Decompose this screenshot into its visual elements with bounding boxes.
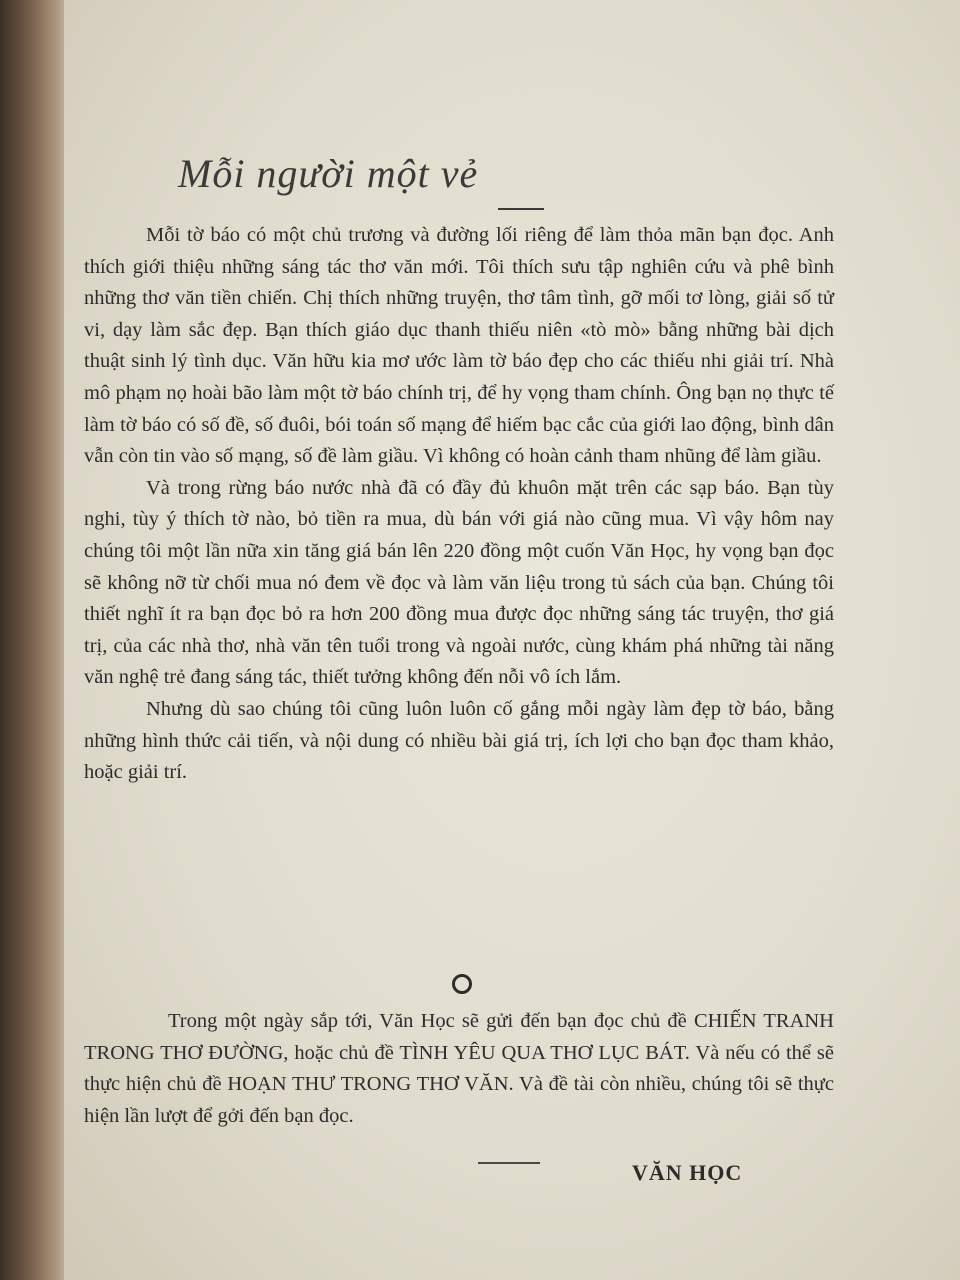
paragraph: Nhưng dù sao chúng tôi cũng luôn luôn cố gắng mỗi ngày làm đẹp tờ báo, bằng những hình thức cải tiến, và nội dung có nhiều bài giá trị, ích lợi cho bạn đọc tham khảo, hoặc giải trí. xyxy=(84,697,834,784)
announcement-paragraph: Trong một ngày sắp tới, Văn Học sẽ gửi đến bạn đọc chủ đề CHIẾN TRANH TRONG THƠ ĐƯỜNG, hoặc chủ đề TÌNH YÊU QUA THƠ LỤC BÁT. Và nếu có thể sẽ thực hiện chủ đề HOẠN THƯ TRONG THƠ VĂN. Và đề tài còn nhiều, chúng tôi sẽ thực hiện lần lượt để gởi đến bạn đọc. xyxy=(84,1010,834,1127)
paragraph: Mỗi tờ báo có một chủ trương và đường lối riêng để làm thỏa mãn bạn đọc. Anh thích giới thiệu những sáng tác thơ văn mới. Tôi thích sưu tập nghiên cứu và phê bình những thơ văn tiền chiến. Chị thích những truyện, thơ tâm tình, gỡ mối tơ lòng, giải số tử vi, dạy làm sắc đẹp. Bạn thích giáo dục thanh thiếu niên «tò mò» bằng những bài dịch thuật sinh lý tình dục. Văn hữu kia mơ ước làm tờ báo đẹp cho các thiếu nhi giải trí. Nhà mô phạm nọ hoài bão làm một tờ báo chính trị, để hy vọng tham chính. Ông bạn nọ thực tế làm tờ báo có số đề, số đuôi, bói toán số mạng để hiếm bạc cắc của giới lao động, bình dân vẫn còn tin vào số mạng, số đề làm giầu. Vì không có hoàn cảnh tham nhũng để làm giầu. xyxy=(84,224,834,468)
section-separator-circle xyxy=(452,974,472,994)
article-body xyxy=(84,220,834,789)
article-title: Mỗi người một vẻ xyxy=(178,151,479,196)
signature: VĂN HỌC xyxy=(632,1160,743,1185)
announcement-block xyxy=(84,1006,834,1132)
paragraph: Và trong rừng báo nước nhà đã có đầy đủ khuôn mặt trên các sạp báo. Bạn tùy nghi, tùy ý thích tờ nào, bỏ tiền ra mua, dù bán với giá nào cũng mua. Vì vậy hôm nay chúng tôi một lần nữa xin tăng giá bán lên 220 đồng một cuốn Văn Học, hy vọng bạn đọc sẽ không nỡ từ chối mua nó đem về đọc và làm văn liệu trong tủ sách của bạn. Chúng tôi thiết nghĩ ít ra bạn đọc bỏ ra hơn 200 đồng mua được đọc những sáng tác truyện, thơ giá trị, của các nhà thơ, nhà văn tên tuổi trong và ngoài nước, cùng khám phá những tài năng văn nghệ trẻ đang sáng tác, thiết tưởng không đến nỗi vô ích lắm. xyxy=(84,476,834,689)
title-underline xyxy=(498,208,544,210)
book-spine-shadow xyxy=(0,0,70,1280)
signature-rule xyxy=(478,1162,540,1164)
